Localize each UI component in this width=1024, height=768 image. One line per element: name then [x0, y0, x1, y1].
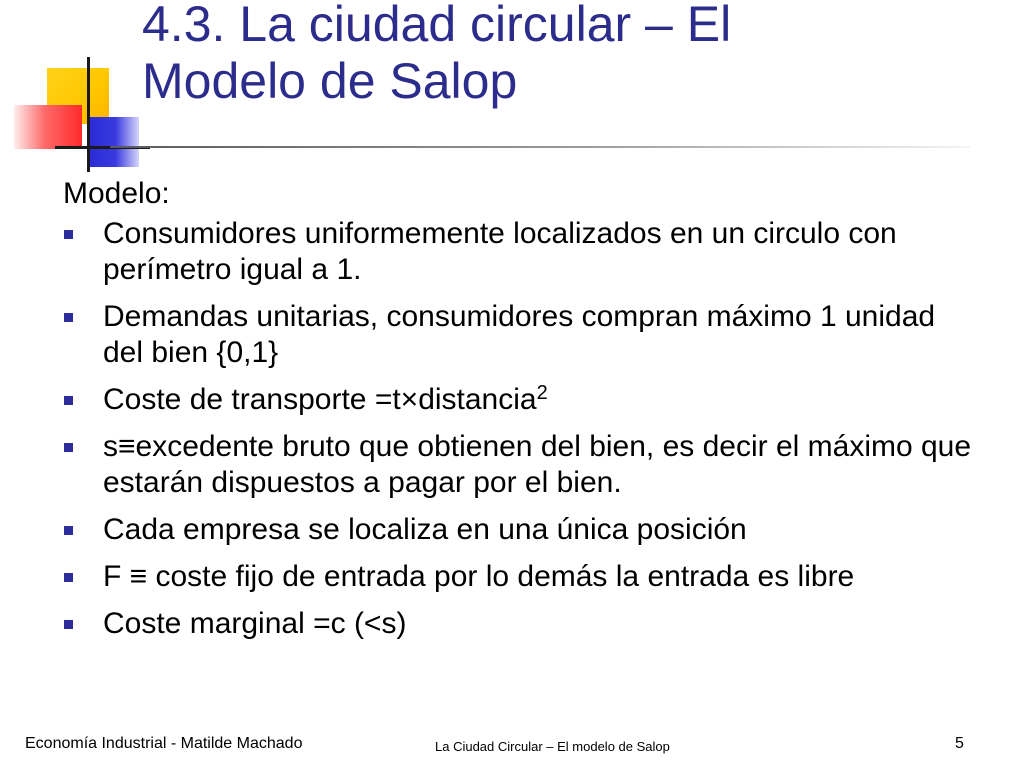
square-bullet-icon: [64, 526, 73, 535]
logo-vertical-line: [87, 57, 90, 172]
logo-blue-square: [87, 117, 139, 167]
square-bullet-icon: [64, 620, 73, 629]
square-bullet-icon: [64, 313, 73, 322]
square-bullet-icon: [64, 443, 73, 452]
bullet-text: Demandas unitarias, consumidores compran máximo 1 unidad del bien {0,1}: [103, 300, 936, 369]
bullet-list: [63, 216, 983, 642]
slide-title-line1: 4.3. La ciudad circular – El: [142, 0, 732, 52]
bullet-item-location: [63, 512, 983, 548]
bullet-item-marginal-cost: [63, 606, 983, 642]
slide-title-line2: Modelo de Salop: [142, 53, 518, 109]
slide-title: [142, 0, 1002, 110]
bullet-text: s≡excedente bruto que obtienen del bien, es decir el máximo que estarán dispuestos a pagar por el bien.: [103, 430, 972, 499]
square-bullet-icon: [64, 230, 73, 239]
model-heading: Modelo:: [63, 177, 170, 210]
bullet-item-surplus: [63, 429, 983, 501]
page-number: 5: [955, 735, 964, 752]
bullet-item-consumers: [63, 216, 983, 288]
footer-author: Economía Industrial - Matilde Machado: [25, 735, 303, 752]
logo-red-square: [14, 105, 82, 149]
bullet-superscript: 2: [536, 382, 548, 404]
decorative-logo-icon: [0, 0, 150, 180]
slide-body: [63, 174, 983, 653]
bullet-text: Coste de transporte =t×distancia: [103, 383, 537, 416]
square-bullet-icon: [64, 396, 73, 405]
bullet-text: Consumidores uniformemente localizados en un circulo con perímetro igual a 1.: [103, 217, 897, 286]
bullet-text: Cada empresa se localiza en una única posición: [103, 513, 747, 546]
title-underline-divider: [110, 146, 970, 148]
bullet-item-transport-cost: [63, 382, 983, 418]
footer-slide-topic: La Ciudad Circular – El modelo de Salop: [435, 739, 670, 754]
bullet-item-fixed-cost: [63, 559, 983, 595]
bullet-item-demand: [63, 299, 983, 371]
bullet-text: Coste marginal =c (<s): [103, 607, 407, 640]
bullet-text: F ≡ coste fijo de entrada por lo demás la entrada es libre: [103, 560, 855, 593]
square-bullet-icon: [64, 573, 73, 582]
